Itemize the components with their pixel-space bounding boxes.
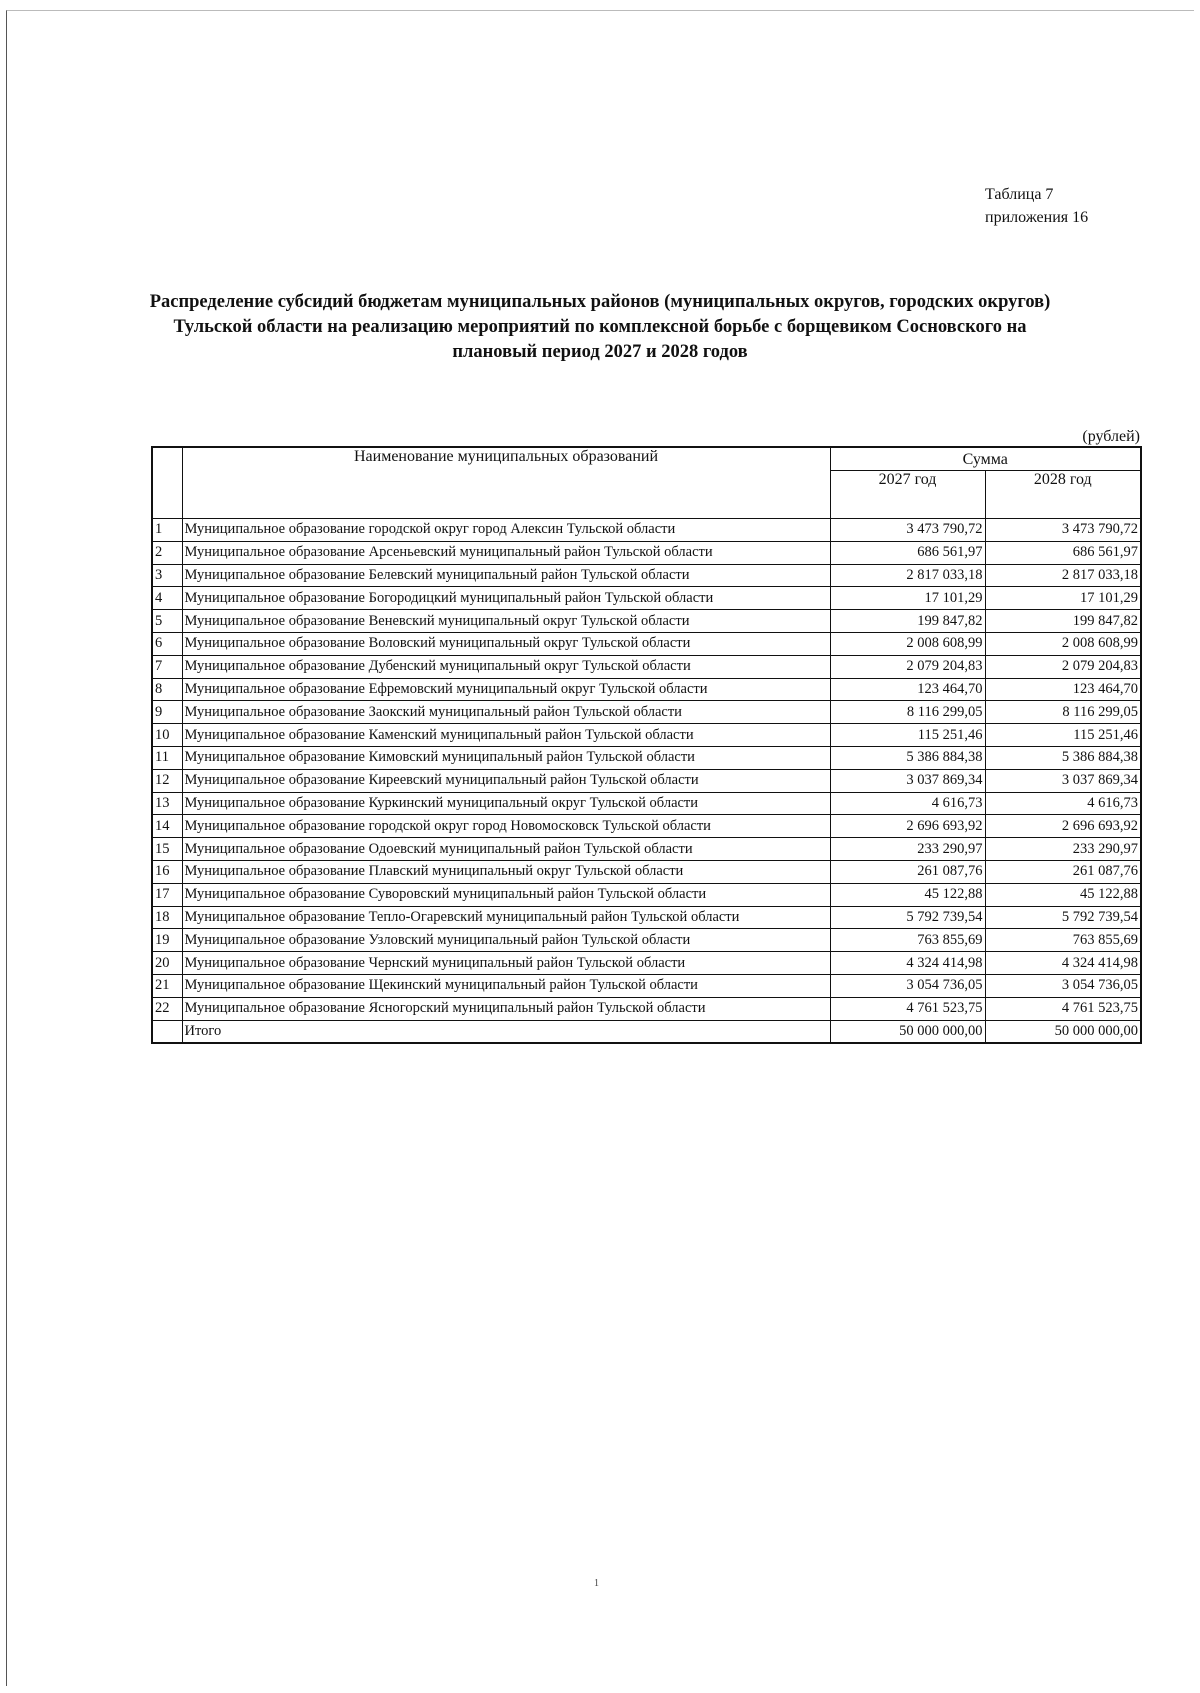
table-row: [152, 974, 1141, 997]
amount-2028: 4 324 414,98: [985, 952, 1141, 975]
amount-2027: 2 696 693,92: [830, 815, 985, 838]
municipality-name: Муниципальное образование Заокский муниципальный район Тульской области: [182, 701, 830, 724]
row-number: 9: [152, 701, 182, 724]
amount-2028: 5 792 739,54: [985, 906, 1141, 929]
row-number: 22: [152, 997, 182, 1020]
amount-2028: 3 054 736,05: [985, 974, 1141, 997]
annex-label: [985, 183, 1088, 229]
annex-table-number: Таблица 7: [985, 186, 1054, 203]
amount-2028: 3 473 790,72: [985, 519, 1141, 542]
row-number: 1: [152, 519, 182, 542]
amount-2027: 2 817 033,18: [830, 564, 985, 587]
amount-2027: 3 473 790,72: [830, 519, 985, 542]
municipality-name: Муниципальное образование Арсеньевский муниципальный район Тульской области: [182, 541, 830, 564]
number-column-header: [152, 447, 182, 519]
table-row: [152, 838, 1141, 861]
title-line-1: Распределение субсидий бюджетам муниципальных районов (муниципальных округов, городских округов): [149, 292, 1051, 312]
municipality-name: Муниципальное образование Тепло-Огаревский муниципальный район Тульской области: [182, 906, 830, 929]
amount-2028: 2 696 693,92: [985, 815, 1141, 838]
title-line-2: Тульской области на реализацию мероприятий по комплексной борьбе с борщевиком Сосновского на: [173, 317, 1027, 337]
municipality-name: Муниципальное образование Суворовский муниципальный район Тульской области: [182, 883, 830, 906]
subsidy-table: [151, 446, 1142, 1044]
municipality-name: Муниципальное образование Воловский муниципальный округ Тульской области: [182, 632, 830, 655]
row-number: 20: [152, 952, 182, 975]
name-column-header: Наименование муниципальных образований: [182, 447, 830, 519]
municipality-name: Муниципальное образование Чернский муниципальный район Тульской области: [182, 952, 830, 975]
amount-2027: 17 101,29: [830, 587, 985, 610]
table-row: [152, 519, 1141, 542]
municipality-name: Муниципальное образование Щекинский муниципальный район Тульской области: [182, 974, 830, 997]
table-row: [152, 541, 1141, 564]
amount-2027: 2 008 608,99: [830, 632, 985, 655]
amount-2027: 4 324 414,98: [830, 952, 985, 975]
row-number: 3: [152, 564, 182, 587]
table-row: [152, 883, 1141, 906]
table-row: [152, 564, 1141, 587]
table-row: [152, 929, 1141, 952]
table-row: [152, 746, 1141, 769]
year-2027-header: 2027 год: [830, 471, 985, 519]
row-number: 5: [152, 610, 182, 633]
row-number: 14: [152, 815, 182, 838]
municipality-name: Муниципальное образование Одоевский муниципальный район Тульской области: [182, 838, 830, 861]
amount-2027: 3 054 736,05: [830, 974, 985, 997]
amount-2027: 3 037 869,34: [830, 769, 985, 792]
municipality-name: Муниципальное образование Веневский муниципальный округ Тульской области: [182, 610, 830, 633]
document-title: [100, 290, 1100, 365]
row-number: 16: [152, 860, 182, 883]
table-row: [152, 769, 1141, 792]
table-row: [152, 655, 1141, 678]
amount-2027: 261 087,76: [830, 860, 985, 883]
municipality-name: Муниципальное образование Дубенский муниципальный округ Тульской области: [182, 655, 830, 678]
amount-2027: 115 251,46: [830, 724, 985, 747]
amount-2028: 45 122,88: [985, 883, 1141, 906]
amount-2028: 17 101,29: [985, 587, 1141, 610]
amount-2027: 763 855,69: [830, 929, 985, 952]
row-number: 4: [152, 587, 182, 610]
title-line-3: плановый период 2027 и 2028 годов: [452, 342, 748, 362]
amount-2028: 2 079 204,83: [985, 655, 1141, 678]
municipality-name: Муниципальное образование городской округ город Алексин Тульской области: [182, 519, 830, 542]
amount-2027: 686 561,97: [830, 541, 985, 564]
amount-2028: 199 847,82: [985, 610, 1141, 633]
table-row: [152, 587, 1141, 610]
annex-appendix-number: приложения 16: [985, 209, 1089, 226]
municipality-name: Муниципальное образование Каменский муниципальный район Тульской области: [182, 724, 830, 747]
total-2027: 50 000 000,00: [830, 1020, 985, 1043]
amount-2027: 233 290,97: [830, 838, 985, 861]
amount-2028: 2 008 608,99: [985, 632, 1141, 655]
amount-2028: 4 761 523,75: [985, 997, 1141, 1020]
row-number: 19: [152, 929, 182, 952]
table-row: [152, 860, 1141, 883]
municipality-name: Муниципальное образование Кимовский муниципальный район Тульской области: [182, 746, 830, 769]
total-2028: 50 000 000,00: [985, 1020, 1141, 1043]
row-number: 7: [152, 655, 182, 678]
row-number: 11: [152, 746, 182, 769]
amount-2027: 4 616,73: [830, 792, 985, 815]
table-row: [152, 701, 1141, 724]
amount-2028: 686 561,97: [985, 541, 1141, 564]
amount-2028: 2 817 033,18: [985, 564, 1141, 587]
row-number: 18: [152, 906, 182, 929]
row-number: 12: [152, 769, 182, 792]
amount-2027: 45 122,88: [830, 883, 985, 906]
amount-2027: 199 847,82: [830, 610, 985, 633]
currency-unit-label: (рублей): [1082, 428, 1140, 445]
amount-2027: 123 464,70: [830, 678, 985, 701]
table-row: [152, 610, 1141, 633]
municipality-name: Муниципальное образование Узловский муниципальный район Тульской области: [182, 929, 830, 952]
amount-2028: 4 616,73: [985, 792, 1141, 815]
year-2028-header: 2028 год: [985, 471, 1141, 519]
table-row: [152, 952, 1141, 975]
amount-2028: 8 116 299,05: [985, 701, 1141, 724]
row-number: 13: [152, 792, 182, 815]
table-row: [152, 678, 1141, 701]
total-label: Итого: [182, 1020, 830, 1043]
row-number: 15: [152, 838, 182, 861]
amount-2028: 3 037 869,34: [985, 769, 1141, 792]
municipality-name: Муниципальное образование Куркинский муниципальный округ Тульской области: [182, 792, 830, 815]
municipality-name: Муниципальное образование Белевский муниципальный район Тульской области: [182, 564, 830, 587]
amount-2027: 8 116 299,05: [830, 701, 985, 724]
amount-2028: 261 087,76: [985, 860, 1141, 883]
municipality-name: Муниципальное образование Богородицкий муниципальный район Тульской области: [182, 587, 830, 610]
total-row: [152, 1020, 1141, 1043]
row-number: 2: [152, 541, 182, 564]
table-row: [152, 792, 1141, 815]
row-number: 8: [152, 678, 182, 701]
municipality-name: Муниципальное образование Киреевский муниципальный район Тульской области: [182, 769, 830, 792]
municipality-name: Муниципальное образование Плавский муниципальный округ Тульской области: [182, 860, 830, 883]
total-number-cell: [152, 1020, 182, 1043]
amount-2027: 5 386 884,38: [830, 746, 985, 769]
amount-2028: 233 290,97: [985, 838, 1141, 861]
page-mark: 1: [594, 1578, 599, 1589]
municipality-name: Муниципальное образование Ефремовский муниципальный округ Тульской области: [182, 678, 830, 701]
table-row: [152, 906, 1141, 929]
row-number: 17: [152, 883, 182, 906]
amount-2028: 115 251,46: [985, 724, 1141, 747]
amount-2027: 4 761 523,75: [830, 997, 985, 1020]
table-row: [152, 632, 1141, 655]
row-number: 6: [152, 632, 182, 655]
municipality-name: Муниципальное образование городской округ город Новомосковск Тульской области: [182, 815, 830, 838]
row-number: 10: [152, 724, 182, 747]
amount-2028: 123 464,70: [985, 678, 1141, 701]
table-row: [152, 815, 1141, 838]
municipality-name: Муниципальное образование Ясногорский муниципальный район Тульской области: [182, 997, 830, 1020]
sum-column-header: Сумма: [830, 447, 1141, 471]
amount-2027: 2 079 204,83: [830, 655, 985, 678]
amount-2027: 5 792 739,54: [830, 906, 985, 929]
amount-2028: 5 386 884,38: [985, 746, 1141, 769]
table-row: [152, 724, 1141, 747]
amount-2028: 763 855,69: [985, 929, 1141, 952]
table-body: [152, 519, 1141, 1044]
table-row: [152, 997, 1141, 1020]
row-number: 21: [152, 974, 182, 997]
